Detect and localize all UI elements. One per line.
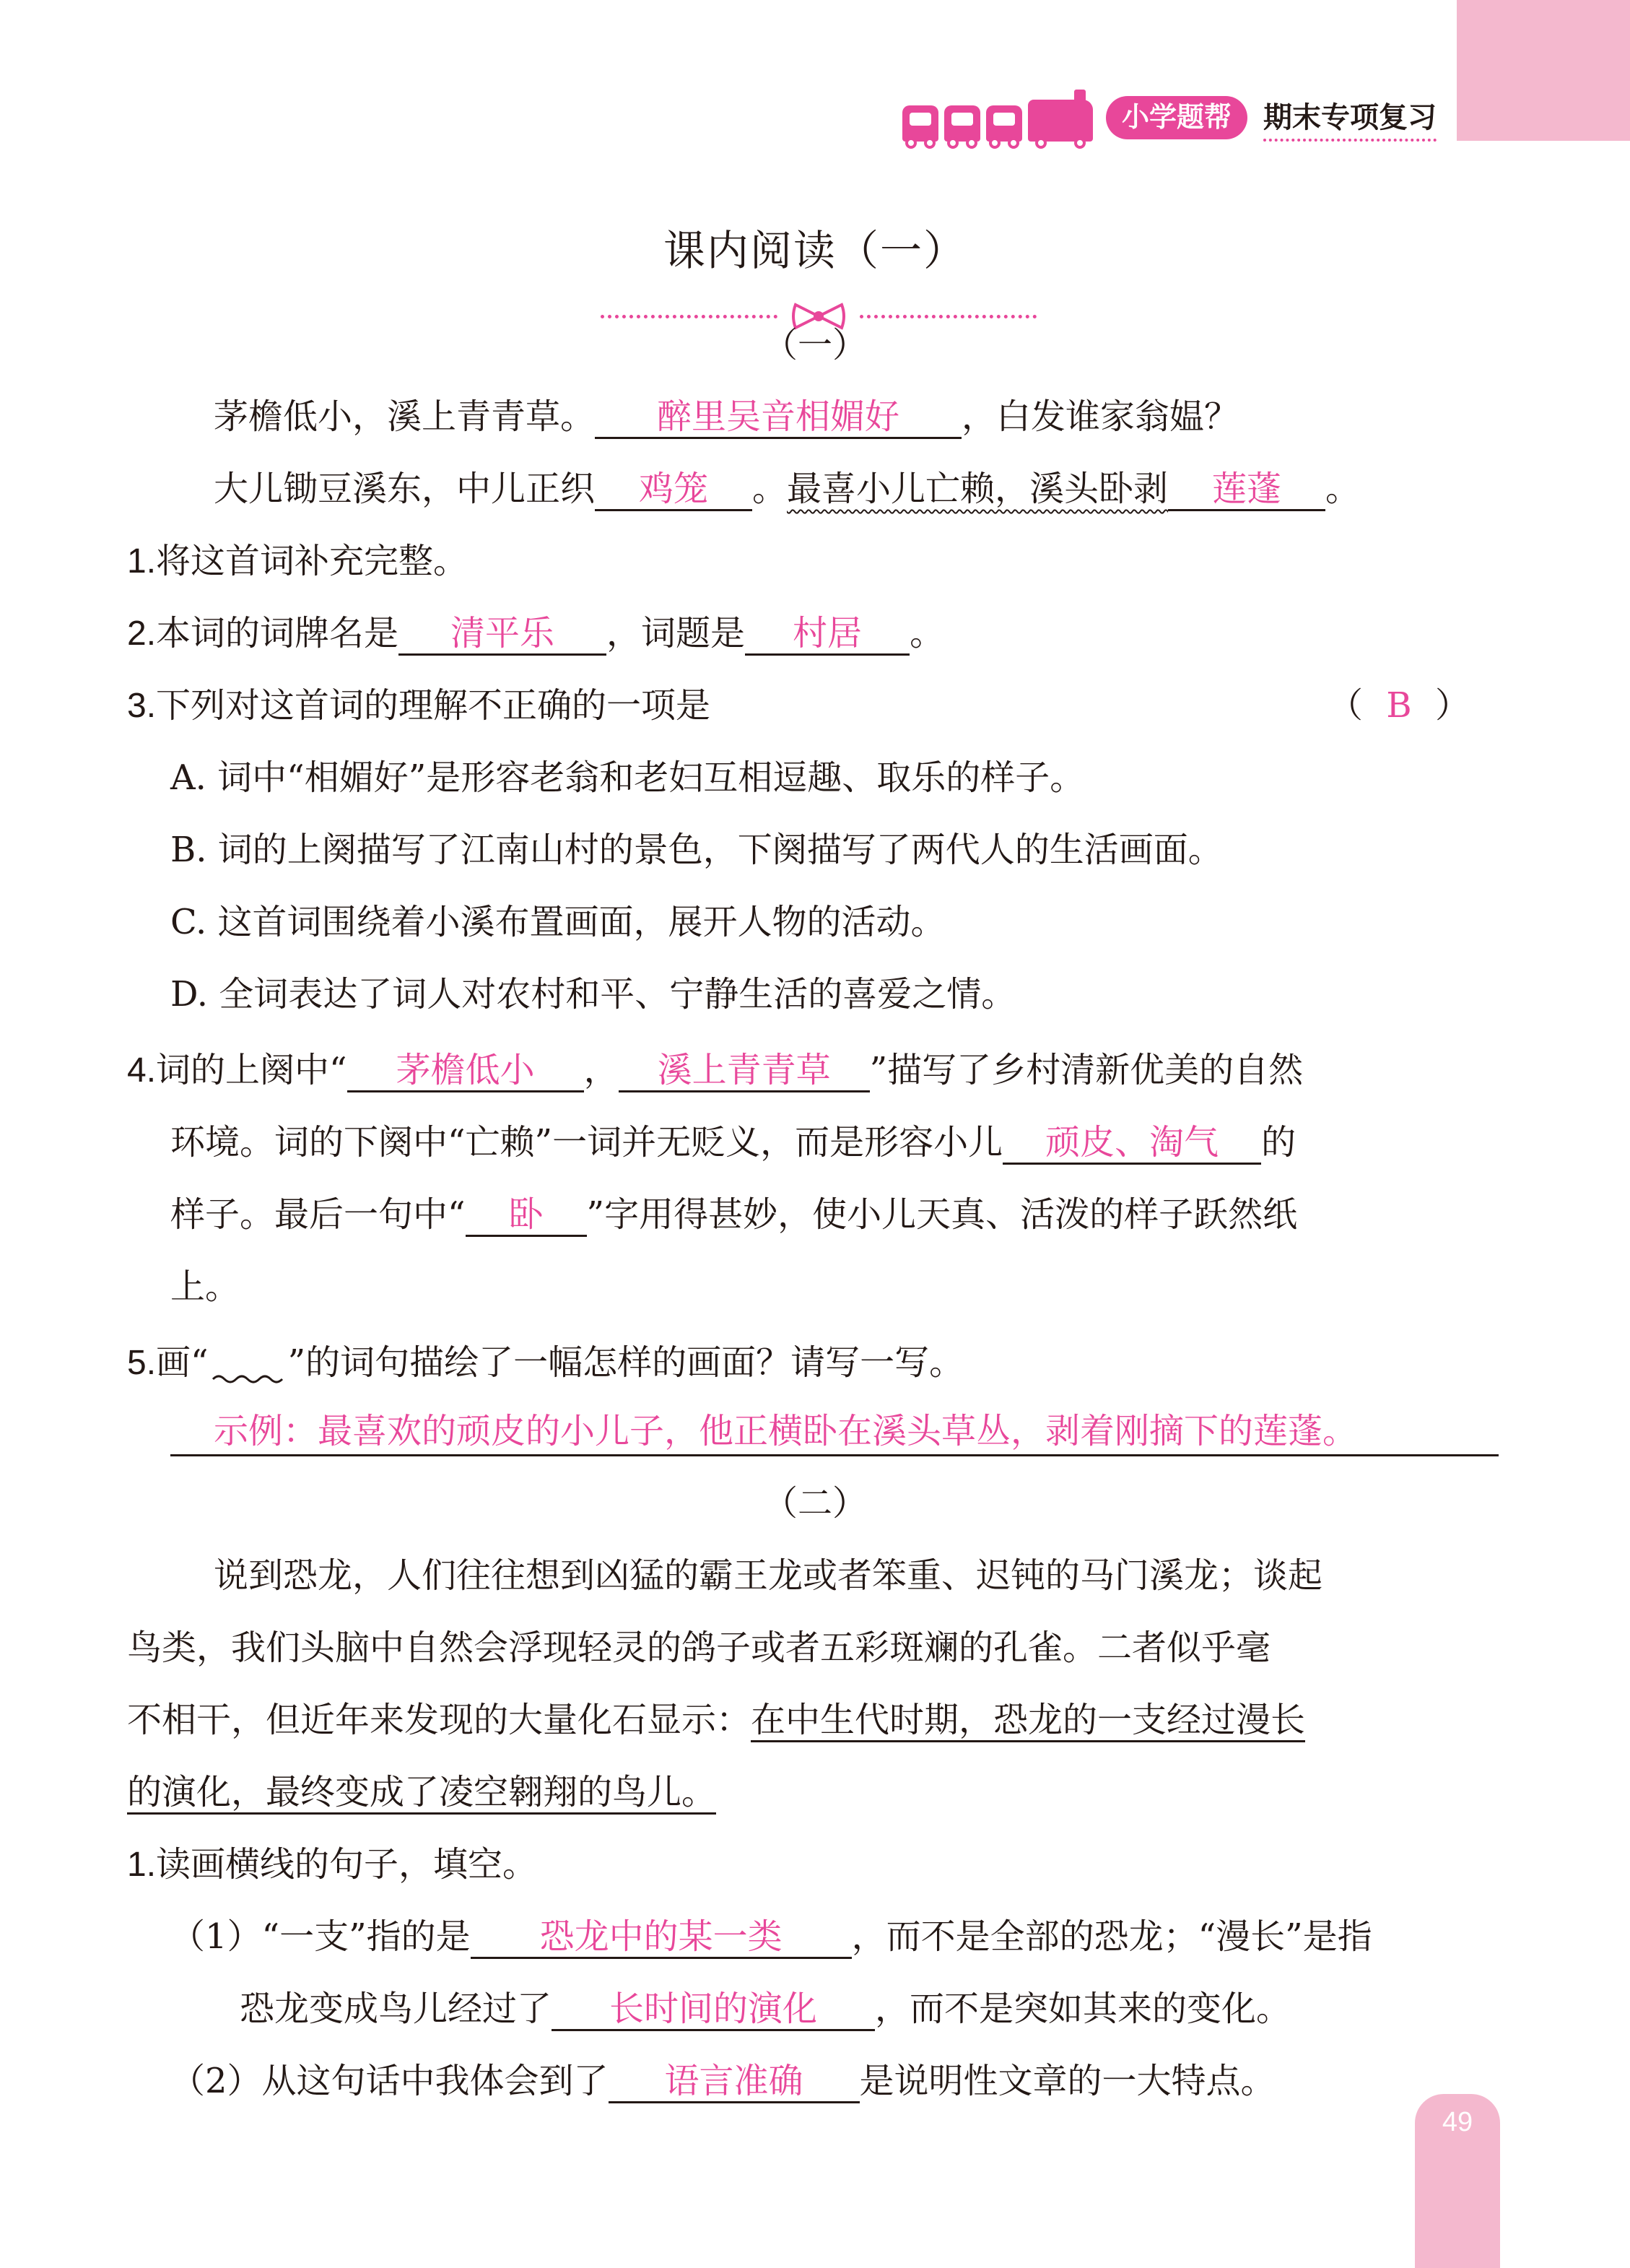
section-label-2: （二） [762,1483,867,1524]
answer-blank: 长时间的演化 [552,1989,875,2031]
page-number-tab [1415,2094,1500,2268]
answer-blank: 茅檐低小 [347,1050,584,1092]
underlined-sentence: 在中生代时期，恐龙的一支经过漫长 [751,1700,1305,1742]
option-d: D. 全词表达了词人对农村和平、宁静生活的喜爱之情。 [170,974,1016,1014]
choice-answer-value: B [1386,685,1412,726]
answer-blank: 语言准确 [609,2061,860,2103]
passage-line-3: 不相干，但近年来发现的大量化石显示：在中生代时期，恐龙的一支经过漫长 [127,1698,1305,1742]
wavy-underlined-text: 最喜小儿亡赖，溪头卧剥 [787,469,1169,509]
option-a: A. 词中“相媚好”是形容老翁和老妇互相逗趣、取乐的样子。 [170,757,1085,798]
answer-blank: 恐龙中的某一类 [471,1916,852,1959]
question-2: 2.本词的词牌名是 清平乐 ，词题是 村居 。 [127,612,944,655]
corner-tab [1457,0,1630,141]
passage-line-2: 鸟类，我们头脑中自然会浮现轻灵的鸽子或者五彩斑斓的孔雀。二者似乎毫 [127,1628,1271,1668]
answer-blank: 鸡笼 [595,469,752,511]
section-label-1: （一） [762,325,867,365]
question-3: 3.下列对这首词的理解不正确的一项是 [127,685,711,726]
question-4-line-1: 4.词的上阕中“ 茅檐低小 ， 溪上青青草 ”描写了乡村清新优美的自然 [127,1048,1303,1092]
sub-question-1-line-1: （1）“一支”指的是 恐龙中的某一类 ，而不是全部的恐龙；“漫长”是指 [170,1915,1372,1958]
answer-blank: 村居 [745,613,910,656]
question-4-line-4: 上。 [170,1266,240,1307]
header-badge: 小学题帮 [1106,96,1247,139]
question-4-line-3: 样子。最后一句中“ 卧 ”字用得甚妙，使小儿天真、活泼的样子跃然纸 [170,1193,1297,1236]
option-b: B. 词的上阕描写了江南山村的景色，下阕描写了两代人的生活画面。 [170,830,1223,870]
question-4-line-2: 环境。词的下阕中“亡赖”一词并无贬义，而是形容小儿 顽皮、淘气 的 [170,1121,1296,1164]
answer-blank: 清平乐 [398,613,606,656]
answer-blank: 顽皮、淘气 [1003,1122,1261,1165]
question-5: 5.画“ ”的词句描绘了一幅怎样的画面？请写一写。 [127,1341,964,1384]
sub-question-2: （2）从这句话中我体会到了 语言准确 是说明性文章的一大特点。 [170,2059,1276,2103]
poem-line-1: 茅檐低小，溪上青青草。 醉里吴音相媚好 ，白发谁家翁媪？ [214,395,1239,438]
question-1: 1.将这首词补充完整。 [127,541,468,581]
header [902,94,1437,142]
underlined-sentence: 的演化，最终变成了凌空翱翔的鸟儿。 [127,1772,716,1815]
train-icon [902,94,1093,142]
header-subtitle: 期末专项复习 [1263,95,1437,142]
page-title: 课内阅读（一） [663,227,967,274]
choice-answer: （ B ） [1328,685,1470,726]
answer-blank: 溪上青青草 [619,1050,870,1092]
poem-line-2: 大儿锄豆溪东，中儿正织 鸡笼 。最喜小儿亡赖，溪头卧剥 莲蓬 。 [214,467,1360,510]
option-c: C. 这首词围绕着小溪布置画面，展开人物的活动。 [170,902,946,942]
question-2-1: 1.读画横线的句子，填空。 [127,1844,538,1885]
wavy-line-icon [209,1356,288,1385]
passage-line-4 [127,1770,716,1814]
page-number: 49 [1442,2107,1473,2137]
answer-blank: 醉里吴音相媚好 [595,396,962,439]
answer-line [170,1409,1499,1456]
answer-blank: 莲蓬 [1168,469,1325,511]
answer-blank: 卧 [466,1194,587,1237]
sub-question-1-line-2: 恐龙变成鸟儿经过了 长时间的演化 ，而不是突如其来的变化。 [240,1987,1291,2030]
answer-text: 示例：最喜欢的顽皮的小儿子，他正横卧在溪头草丛，剥着刚摘下的莲蓬。 [214,1411,1358,1451]
passage-line-1: 说到恐龙，人们往往想到凶猛的霸王龙或者笨重、迟钝的马门溪龙；谈起 [214,1555,1323,1596]
